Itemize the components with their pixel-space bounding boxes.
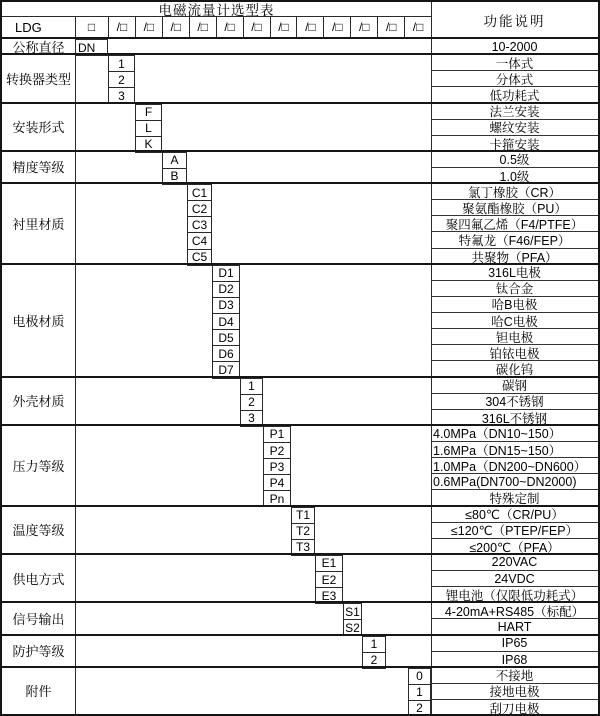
code-cell: P3 — [263, 458, 291, 475]
desc-cell: 法兰安装 — [431, 104, 598, 120]
code-cell: 0 — [408, 668, 431, 685]
section-temperature-rating — [2, 505, 598, 553]
page-title: 电磁流量计选型表 — [2, 2, 431, 17]
code-cell: D3 — [212, 297, 240, 314]
code-cell: 2 — [240, 394, 263, 411]
code-cell: 1 — [408, 684, 431, 701]
section-label: 防护等级 — [12, 644, 65, 660]
desc-cell: 特氟龙（F46/FEP） — [431, 232, 598, 248]
code-cell: T2 — [291, 523, 315, 540]
section-label: 附件 — [25, 684, 52, 700]
code-cell: C3 — [187, 216, 212, 233]
code-cell: C4 — [187, 232, 212, 249]
section-label: 信号输出 — [12, 611, 65, 627]
desc-cell: HART — [497, 620, 532, 635]
desc-cell: 哈C电极 — [431, 313, 598, 329]
model-code-slot: /□ — [162, 17, 189, 37]
code-cell: 2 — [408, 700, 431, 716]
code-cell: D7 — [212, 361, 240, 378]
code-cell: D1 — [212, 265, 240, 282]
model-code-slot: /□ — [404, 17, 431, 37]
model-code-row — [2, 17, 431, 37]
section-accuracy-grade — [2, 150, 598, 182]
code-cell: 3 — [240, 410, 263, 427]
code-cell: B — [162, 168, 187, 185]
desc-cell: 钽电极 — [431, 329, 598, 345]
code-cell: Pn — [263, 490, 291, 507]
desc-cell: 螺纹安装 — [431, 120, 598, 136]
code-cell: T3 — [291, 539, 315, 556]
code-cell: 2 — [108, 71, 135, 88]
model-code-slot: /□ — [270, 17, 297, 37]
desc-cell: 低功耗式 — [489, 89, 540, 104]
section-label: 公称直径 — [12, 39, 65, 55]
desc-cell: 1.0MPa（DN200~DN600） — [431, 458, 598, 474]
code-cell: D4 — [212, 313, 240, 330]
section-label: 电极材质 — [12, 313, 65, 329]
code-cell: C2 — [187, 200, 212, 217]
desc-cell: 316L电极 — [431, 265, 598, 281]
code-cell: 1 — [362, 636, 386, 653]
section-housing-material — [2, 376, 598, 424]
code-cell: C5 — [187, 249, 212, 266]
model-code-slot: /□ — [189, 17, 216, 37]
section-signal-output — [2, 601, 598, 633]
model-prefix: LDG — [15, 19, 42, 35]
model-code-slot: /□ — [377, 17, 404, 37]
section-protection-rating — [2, 634, 598, 666]
code-cell: C1 — [187, 184, 212, 201]
desc-cell: ≤120℃（PTEP/FEP） — [431, 523, 598, 539]
code-cell: S1 — [343, 603, 362, 620]
section-label: 衬里材质 — [12, 216, 65, 232]
model-code-slot: /□ — [350, 17, 377, 37]
desc-cell: 0.6MPa(DN700~DN2000) — [431, 474, 598, 490]
desc-cell: 接地电极 — [431, 684, 598, 700]
desc-cell: IP65 — [431, 636, 598, 652]
desc-cell: 220VAC — [431, 555, 598, 571]
model-code-slots — [75, 17, 431, 37]
desc-cell: ≤200℃（PFA） — [469, 540, 560, 555]
desc-cell: 0.5级 — [431, 152, 598, 168]
section-lining-material — [2, 182, 598, 263]
section-label: 供电方式 — [12, 571, 65, 587]
function-description-header: 功能说明 — [483, 13, 546, 29]
section-nominal-diameter — [2, 37, 598, 53]
code-cell: DN — [75, 39, 108, 56]
desc-cell: 哈B电极 — [431, 297, 598, 313]
section-pressure-rating — [2, 424, 598, 505]
model-code-slot: /□ — [323, 17, 350, 37]
desc-cell: 分体式 — [431, 71, 598, 87]
desc-cell: 铂铱电极 — [431, 345, 598, 361]
model-code-slot: /□ — [135, 17, 162, 37]
desc-cell: 1.6MPa（DN15~150） — [431, 442, 598, 458]
desc-cell: 卡箍安装 — [489, 137, 540, 152]
model-code-slot: /□ — [296, 17, 323, 37]
section-label: 精度等级 — [12, 160, 65, 176]
model-code-slot: /□ — [108, 17, 135, 37]
code-cell: E1 — [315, 555, 343, 572]
section-label: 安装形式 — [12, 120, 65, 136]
desc-cell: 刮刀电极 — [489, 701, 540, 716]
section-label: 外壳材质 — [12, 394, 65, 410]
section-power-supply — [2, 553, 598, 604]
code-cell: A — [162, 152, 187, 169]
code-cell: 1 — [240, 378, 263, 395]
desc-cell: 304不锈钢 — [431, 394, 598, 410]
desc-cell: 316L不锈钢 — [481, 411, 548, 426]
section-electrode-material — [2, 263, 598, 376]
code-cell: K — [135, 136, 162, 153]
code-cell: D5 — [212, 329, 240, 346]
desc-cell: 4.0MPa（DN10~150） — [431, 426, 598, 442]
desc-cell: IP68 — [501, 652, 528, 667]
code-cell: E3 — [315, 587, 343, 604]
code-cell: S2 — [343, 619, 362, 636]
code-cell: P1 — [263, 426, 291, 443]
code-cell: 3 — [108, 87, 135, 104]
section-label: 转换器类型 — [5, 71, 71, 87]
desc-cell: 4-20mA+RS485（标配） — [431, 603, 598, 619]
section-converter-type — [2, 53, 598, 104]
section-label: 压力等级 — [12, 458, 65, 474]
desc-cell: 1.0级 — [499, 169, 530, 184]
section-installation-type — [2, 102, 598, 150]
desc-cell: 共聚物（PFA） — [471, 250, 558, 265]
desc-cell: 一体式 — [431, 55, 598, 71]
model-code-slot: /□ — [243, 17, 270, 37]
section-accessories — [2, 666, 598, 714]
code-cell: D2 — [212, 281, 240, 298]
desc-cell: 特殊定制 — [489, 492, 540, 507]
desc-cell: 碳化钨 — [495, 363, 534, 378]
code-cell: F — [135, 104, 162, 121]
code-cell: P2 — [263, 442, 291, 459]
code-cell: P4 — [263, 474, 291, 491]
code-cell: D6 — [212, 345, 240, 362]
code-cell: L — [135, 120, 162, 137]
desc-cell: 10-2000 — [491, 40, 538, 55]
code-cell: 1 — [108, 55, 135, 72]
desc-cell: 氯丁橡胶（CR） — [431, 184, 598, 200]
desc-cell: 24VDC — [431, 571, 598, 587]
desc-cell: ≤80℃（CR/PU） — [431, 507, 598, 523]
desc-cell: 钛合金 — [431, 281, 598, 297]
code-cell: T1 — [291, 507, 315, 524]
model-code-slot: □ — [87, 20, 96, 34]
desc-cell: 锂电池（仅限低功耗式） — [445, 589, 584, 604]
code-cell: 2 — [362, 652, 386, 669]
section-label: 温度等级 — [12, 523, 65, 539]
desc-cell: 聚氨酯橡胶（PU） — [431, 200, 598, 216]
desc-cell: 聚四氟乙烯（F4/PTFE） — [431, 216, 598, 232]
code-cell: E2 — [315, 571, 343, 588]
model-code-slot: /□ — [216, 17, 243, 37]
desc-cell: 碳钢 — [431, 378, 598, 394]
desc-cell: 不接地 — [431, 668, 598, 684]
